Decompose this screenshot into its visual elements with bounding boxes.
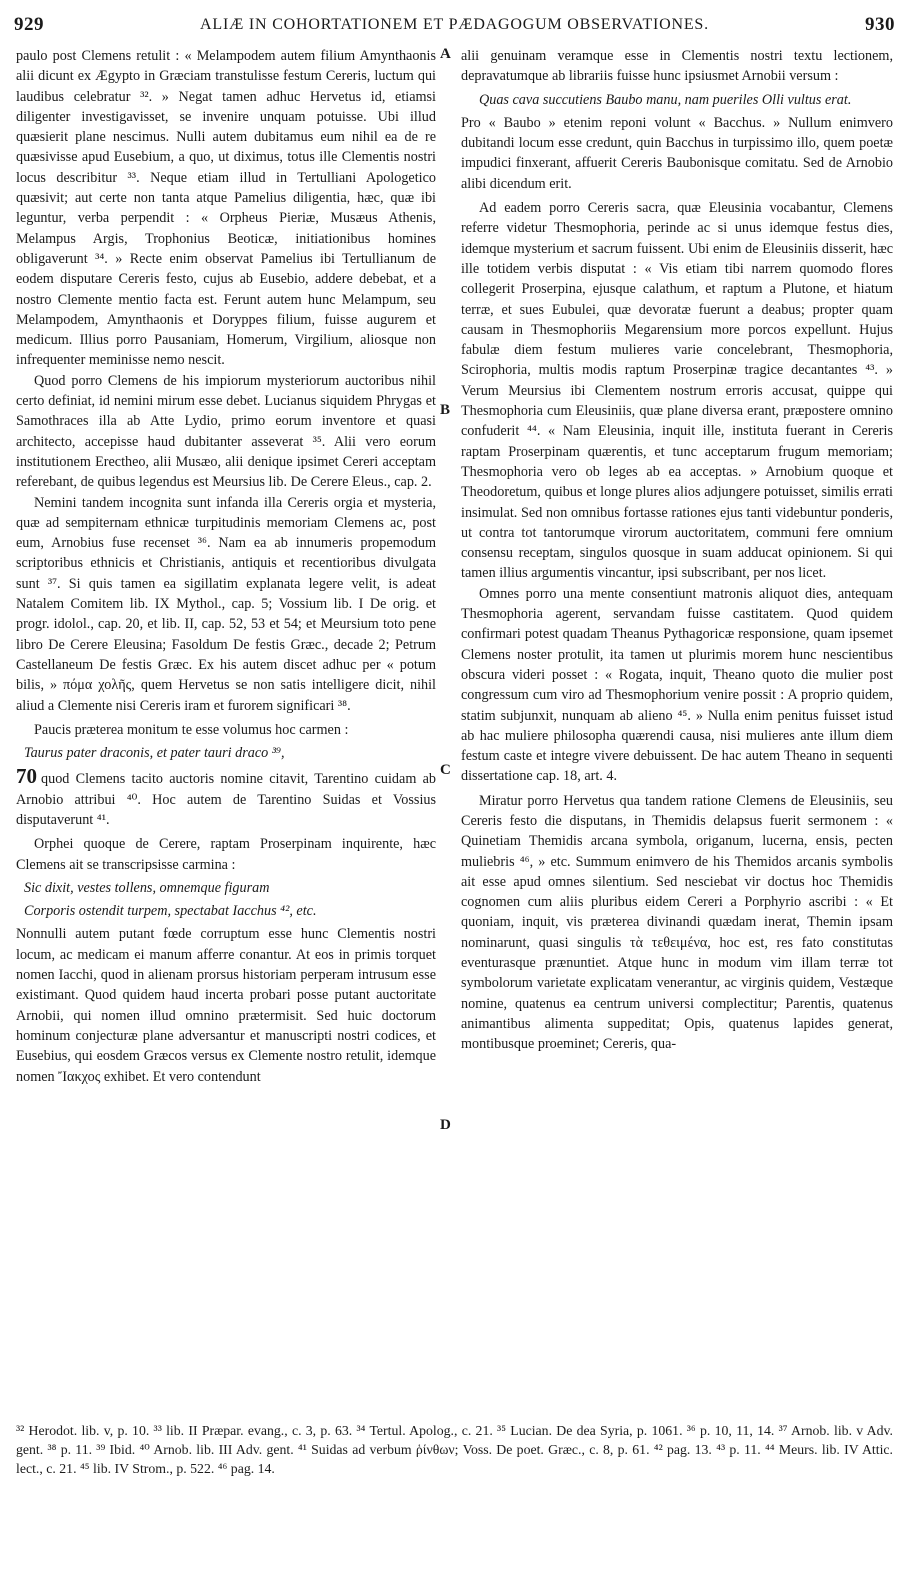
left-paragraph-7: Nonnulli autem putant fœde corruptum esse hunc Clementis nostri locum, ac medicam ei manum afferre conantur. At eos in primis torquet nomen Iacchi, quod in alienam prorsus historiam perperam intrusum esse existimant. Quod quidem haud incerta probari posse putant auctoritate Arnobii, qui nomen illud omnino prætermisit. Sed huic doctorum hominum conjecturæ plane adversantur et manuscripti nostri codices, et Eusebius, qui eosdem Græcos versus ex Clemente nostro retulit, idemque nomen Ἴακχος exhibet. Et vero contendunt xyxy=(16,926,436,1085)
right-paragraph-5: Miratur porro Hervetus qua tandem ratione Clemens de Eleusiniis, seu Cereris festo die disputans, in Themidis delapsus fuerit sermonem : « Quinetiam Themidis arcana symbola, origanum, lucerna, ensis, pecten muliebris ⁴⁶, » etc. Summum enimvero de his Themidos arcanis symbolis ait esse apud omnes silentium. Sed nesciebat vir doctus hoc Themidis cognomen cum aliis pluribus eidem Cereri a Porphyrio ascribi : « Et quoniam, inquit, vis præterea divinandi quædam inerat, Themin ipsam nominarunt, quasi singulis τὰ τεθειμένα, hoc est, res fato constitutas eventurasque prænuntiet. Atque hunc in modum vim illam terræ tot symbolorum varietate explicatam venerantur, ac virginis quidem, Vestæque nomine, quatenus ea centrum universi complectitur; Parentis, quatenus animantibus alimenta suppeditat; Opis, quatenus lapides generat, montibusque proeminet; Cereris, qua- xyxy=(461,792,893,1053)
page-number-right: 930 xyxy=(865,14,895,35)
margin-mark-d: D xyxy=(440,1117,451,1133)
right-paragraph-3: Ad eadem porro Cereris sacra, quæ Eleusinia vocabantur, Clemens referre videtur Thesmophoria, perinde ac si unus idemque festus dies, idemque mysterium et sacrum fuissent. Ubi enim de Eleusiniis disserit, hæc ille totidem verbis disputat : « Vis etiam tibi narrem quomodo flores collegerit Proserpina, ejusque calathum, et raptum a Plutone, et hiatum terræ, et sues Eubulei, quæ devoratæ fuerunt a deabus; propter quam causam in Thesmophoriis Megarensium more porcos expellunt. Hujus fabulæ diem festum mulieres varie concelebrant, Thesmophoria, Scirophoria, multis modis raptum Proserpinæ tragice decantantes ⁴³. » Verum Meursius ibi Clementem nostrum erroris accusat, quippe qui Thesmophoria cum Eleusiniis, quæ plane diversa erant, præpostere omnino confuderit ⁴⁴. « Nam Eleusinia, inquit ille, instituta fuerant in Cereris raptam Proserpinam quærentis, et tunc acceptarum frugum memoriam; Thesmophoria vero ob leges ab ea acceptas. » Arnobium quoque et Theodoretum, quibus et longe plures alios adjungere potuisset, similis errati insimulat. Sed non omnibus fortasse rationes ejus tanti videbuntur ponderis, ut contra tot tantorumque virorum auctoritatem, communi fere omnium consensu receptam, singulos quosque in suam adducat opinionem. Si qui tamen illius argumentis vincantur, ipsi subscribant, per nos licet. xyxy=(461,200,893,582)
left-paragraph-6: Orphei quoque de Cerere, raptam Proserpinam inquirente, hæc Clemens ait se transcripsisse carmina : xyxy=(16,836,436,873)
margin-mark-b: B xyxy=(440,402,451,418)
footnote-text: ³² Herodot. lib. v, p. 10. ³³ lib. II Præpar. evang., c. 3, p. 63. ³⁴ Tertul. Apolog., c. 21. ³⁵ Lucian. De dea Syria, p. 1061. ³⁶ p. 10, 11, 14. ³⁷ Arnob. lib. v Adv. gent. ³⁸ p. 11. ³⁹ Ibid. ⁴⁰ Arnob. lib. III Adv. gent. ⁴¹ Suidas ad verbum ῥίνθων; Voss. De poet. Græc., c. 8, p. 61. ⁴² pag. 13. ⁴³ p. 11. ⁴⁴ Meurs. lib. IV Attic. lect., c. 21. ⁴⁵ lib. IV Strom., p. 522. ⁴⁶ pag. 14. xyxy=(16,1423,893,1477)
running-header xyxy=(14,14,895,38)
left-paragraph-4: Paucis præterea monitum te esse volumus hoc carmen : xyxy=(34,721,349,738)
right-paragraph-1: alii genuinam veramque esse in Clementis nostri textu lectionem, depravatumque ab librariis fuisse hunc ipsiusmet Arnobii versum : xyxy=(461,48,893,85)
right-verse-1: Quas cava succutiens Baubo manu, nam pueriles Olli vultus erat. xyxy=(479,91,852,108)
left-paragraph-5-text: quod Clemens tacito auctoris nomine citavit, Tarentino cuidam ab Arnobio attribui ⁴⁰. Hoc autem de Tarentino Suidas et Vossius disputaverunt ⁴¹. xyxy=(16,771,436,828)
margin-mark-a: A xyxy=(440,46,451,62)
left-paragraph-3: Nemini tandem incognita sunt infanda illa Cereris orgia et mysteria, quæ ad sempiternam ethnicæ turpitudinis memoriam Clemens ac, post eum, Arnobius fuse recenset ³⁶. Nam ea ab innumeris propemodum scriptoribus ethnicis et Christianis, antiquis et recentioribus divulgata sunt ³⁷. Si quis tamen ea sigillatim explanata legere velit, is adeat Natalem Comitem lib. IX Mythol., cap. 5; Vossium lib. I De orig. et progr. idolol., cap. 20, et lib. II, cap. 52, 53 et 54; et Meursium toto pene libro De Cerere Eleusina; Fasoldum De festis Græc., decade 2; Petrum Castellaneum De festis Græc. Ex his autem discet adhuc per « potum bilis, » πόμα χολῆς, quem Hervetus se non satis intelligere dicit, nihil aliud a Clemente nisi Cereris iram et furorem significari ³⁸. xyxy=(16,494,436,714)
left-paragraph-1: paulo post Clemens retulit : « Melampodem autem filium Amynthaonis alii dicunt ex Ægypto in Græciam transtulisse festum Cereris, luctum qui laudibus celebratur ³². » Negat tamen adhuc Hervetus id, etiamsi diligenter investigavisset, se invenire unquam potuisse. Ubi illud quæsierit plane nescimus. Nulli autem dubitamus eum nihil ea de re quæsivisse apud Eusebium, a quo, ut diximus, totus ille Clementis nostri locus describitur ³³. Neque etiam illud in Tertulliani Apologetico quæsivit; aut certe non tanta atque Pamelius diligentia, hæc, quæ ibi leguntur, verba perpendit : « Orpheus Pieriæ, Musæus Athenis, Melampus Argis, Trophonius Beoticæ, initiationibus homines obligaverunt ³⁴. » Recte enim observat Pamelius ibi Tertullianum de eodem disputare Cereris festo, cujus ab Eusebio, addere debebat, et a nostro Clemente mentio facta est. Ferunt autem hunc Melampum, seu Melampodem, Amynthaonis et Doryppes filium, fuisse augurem et medicum. Illius porro Pausaniam, Homerum, Virgilium, aliosque non infrequenter meminisse nemo nescit. xyxy=(16,48,436,369)
left-verse-2: Sic dixit, vestes tollens, omnemque figuram xyxy=(24,879,270,896)
right-paragraph-2: Pro « Baubo » etenim reponi volunt « Bacchus. » Nullum enimvero dubitandi locum esse credunt, quin Bacchus in turpissimo illo, quem poetæ impudici finxerant, affuerit Cereris Baubonisque comitatu. Sed de Arnobio alibi dicendum erit. xyxy=(461,114,893,192)
left-verse-1: Taurus pater draconis, et pater tauri draco ³⁹, xyxy=(24,745,285,762)
footnotes xyxy=(16,1421,893,1479)
page-number-left: 929 xyxy=(14,14,44,35)
right-paragraph-4: Omnes porro una mente consentiunt matronis aliquot dies, antequam Thesmophoria agerent, servandam fuisse castitatem. Quod quidem confirmari potest quadam Theanus Pythagoricæ responsione, quam ipsemet Clemens noster protulit, ita tamen ut plurimis morem hunc nescientibus obscura videri posset : « Rogata, inquit, Theano quoto die mulier post congressum cum viro ad Thesmophorium venire possit : A proprio quidem, statim subjunxit, nunquam ab alieno ⁴⁵. » Nulla enim penitus fuisset istud ab hac muliere philosopha quærendi causa, nisi mulieres ante illum diem festum caste et integre vivere debuissent. De hac autem Theano in sequenti dissertatione cap. 18, art. 4. xyxy=(461,585,893,785)
left-paragraph-2: Quod porro Clemens de his impiorum mysteriorum auctoribus nihil certo definiat, id nemini mirum esse debet. Lucianus siquidem Phrygas et Samothraces illa ab Atte Lydio, primo eorum inventore et quasi architecto, accepisse haud dubitanter asseverat ³⁵. Alii vero eorum institutionem Erectheo, alii Musæo, alii denique ipsimet Cereri acceptam referebant, de quibus legendus est Meursius lib. De Cerere Eleus., cap. 2. xyxy=(16,372,436,491)
section-number: 70 xyxy=(16,764,37,789)
left-paragraph-5 xyxy=(16,766,436,830)
left-column xyxy=(16,46,436,1087)
left-verse-3: Corporis ostendit turpem, spectabat Iacchus ⁴², etc. xyxy=(24,903,317,920)
running-title: ALIÆ IN COHORTATIONEM ET PÆDAGOGUM OBSERVATIONES. xyxy=(200,16,709,33)
right-column xyxy=(461,46,893,1055)
margin-mark-c: C xyxy=(440,762,451,778)
